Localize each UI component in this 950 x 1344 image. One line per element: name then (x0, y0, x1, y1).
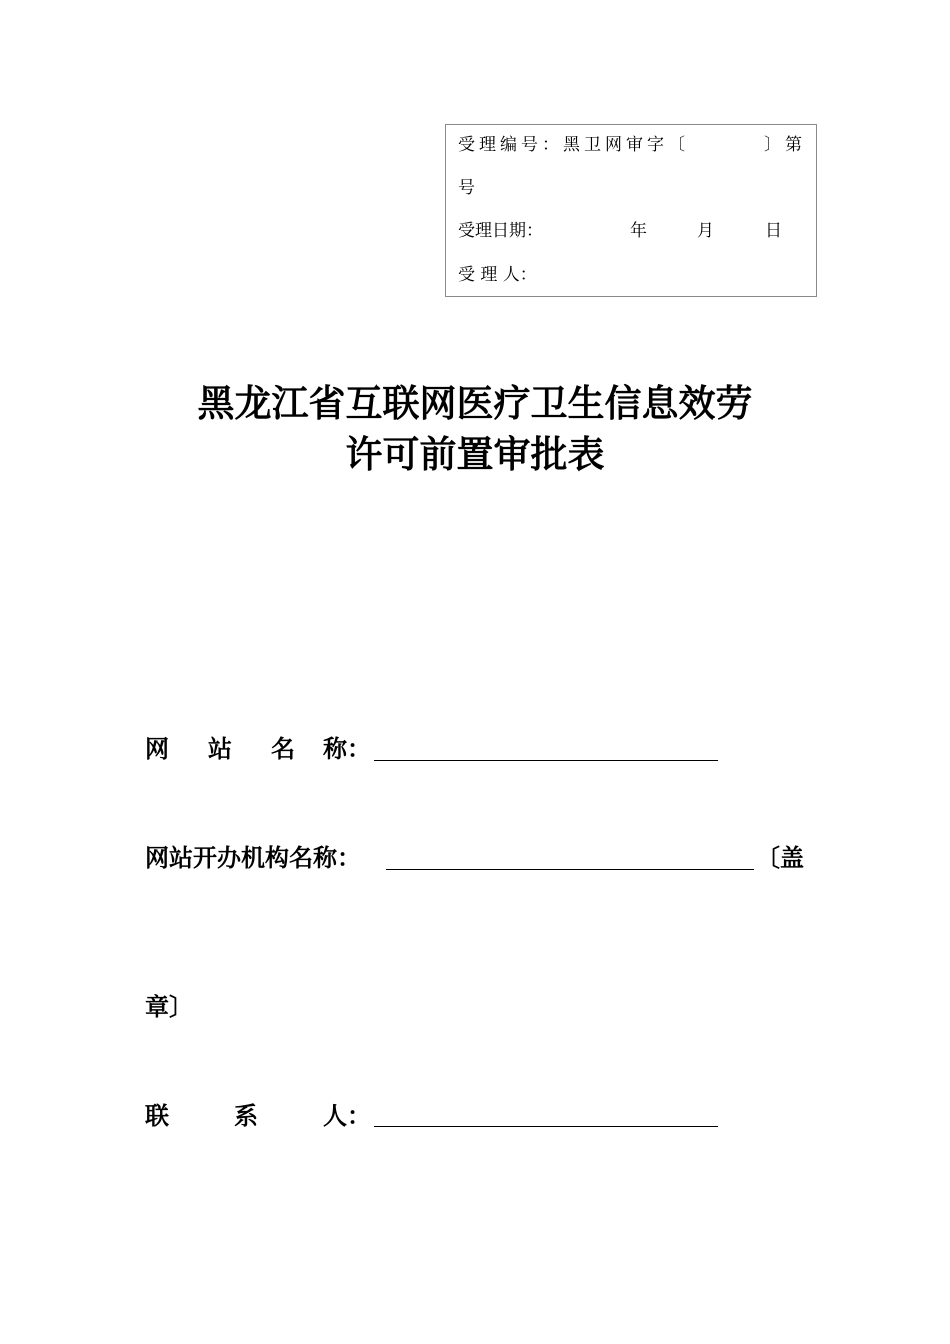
acceptance-date-day: 日 (765, 221, 782, 241)
contact-label-char-2: 系 (234, 1101, 258, 1130)
site-name-label-char-1: 网 (145, 734, 169, 763)
acceptance-number-close: 〕第 (764, 135, 806, 155)
contact-underline (374, 1126, 718, 1127)
org-name-label: 网站开办机构名称： (145, 843, 361, 872)
site-name-label-char-2: 站 (208, 734, 232, 763)
acceptance-date-month: 月 (697, 221, 714, 241)
document-title-line-1: 黑龙江省互联网医疗卫生信息效劳 (197, 381, 753, 425)
acceptance-number-suffix: 号 (458, 178, 475, 198)
acceptance-info-box (445, 124, 817, 297)
site-name-underline (374, 760, 718, 761)
seal-note-open: 〔盖 (756, 843, 804, 872)
document-title-line-2: 许可前置审批表 (345, 432, 605, 476)
acceptance-person-label: 受 理 人： (458, 265, 537, 285)
seal-note-close: 章〕 (145, 992, 193, 1021)
acceptance-date-label: 受理日期： (458, 221, 543, 241)
org-name-underline (386, 869, 754, 870)
contact-label-char-1: 联 (145, 1101, 169, 1130)
site-name-label-char-4: 称： (323, 734, 371, 763)
acceptance-date-year: 年 (630, 221, 647, 241)
contact-label-char-3: 人： (323, 1101, 371, 1130)
site-name-label-char-3: 名 (271, 734, 295, 763)
acceptance-number-label: 受理编号：黑卫网审字〔 (458, 135, 689, 155)
